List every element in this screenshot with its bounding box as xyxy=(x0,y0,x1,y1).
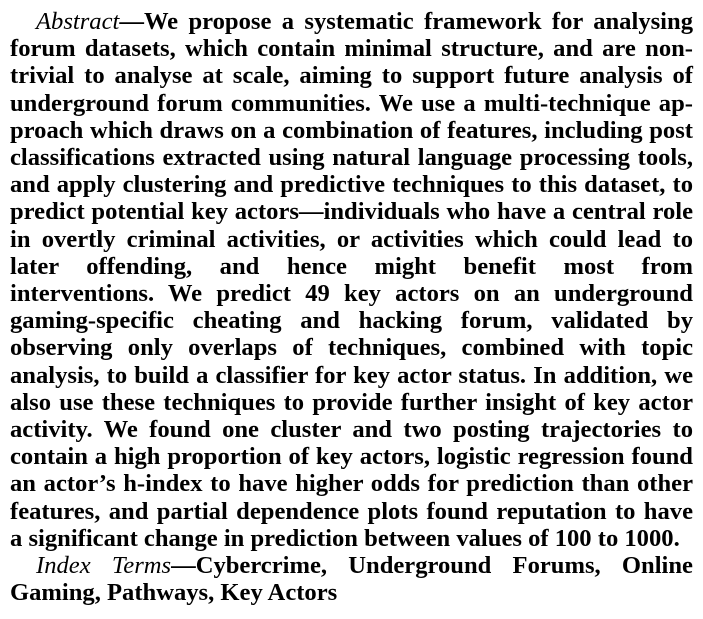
index-terms-label: Index Terms xyxy=(36,552,172,580)
index-terms-paragraph xyxy=(10,552,693,606)
index-terms-text: Cybercrime, Underground Forums, Online Gaming, Pathways, Key Actors xyxy=(10,552,693,607)
abstract-paragraph xyxy=(10,8,693,552)
abstract-text: We propose a systematic framework for analysing forum datasets, which contain minimal structure, and are nontrivial to analyse at scale, aiming to support future analysis of underground forum communities. We use a multi-technique approach which draws on a combination of features, including post classifications extracted using natural language processing tools, and apply clustering and predictive techniques to this dataset, to predict potential key actors—individuals who have a central role in overtly criminal activities, or activities which could lead to later offending, and hence might benefit most from interventions. We predict 49 key actors on an underground gaming-specific cheating and hacking forum, validated by observing only overlaps of techniques, combined with topic analysis, to build a classifier for key actor status. In addition, we also use these techniques to provide further insight of key actor activity. We found one cluster and two posting trajectories to contain a high proportion of key actors, logistic regression found an actor’s h-index to have higher odds for prediction than other features, and partial dependence plots found reputation to have a significant change in prediction between values of 100 to 1000. xyxy=(10,8,693,552)
index-terms-dash: — xyxy=(171,552,196,580)
abstract-dash: — xyxy=(119,8,144,35)
abstract-label: Abstract xyxy=(36,8,120,35)
